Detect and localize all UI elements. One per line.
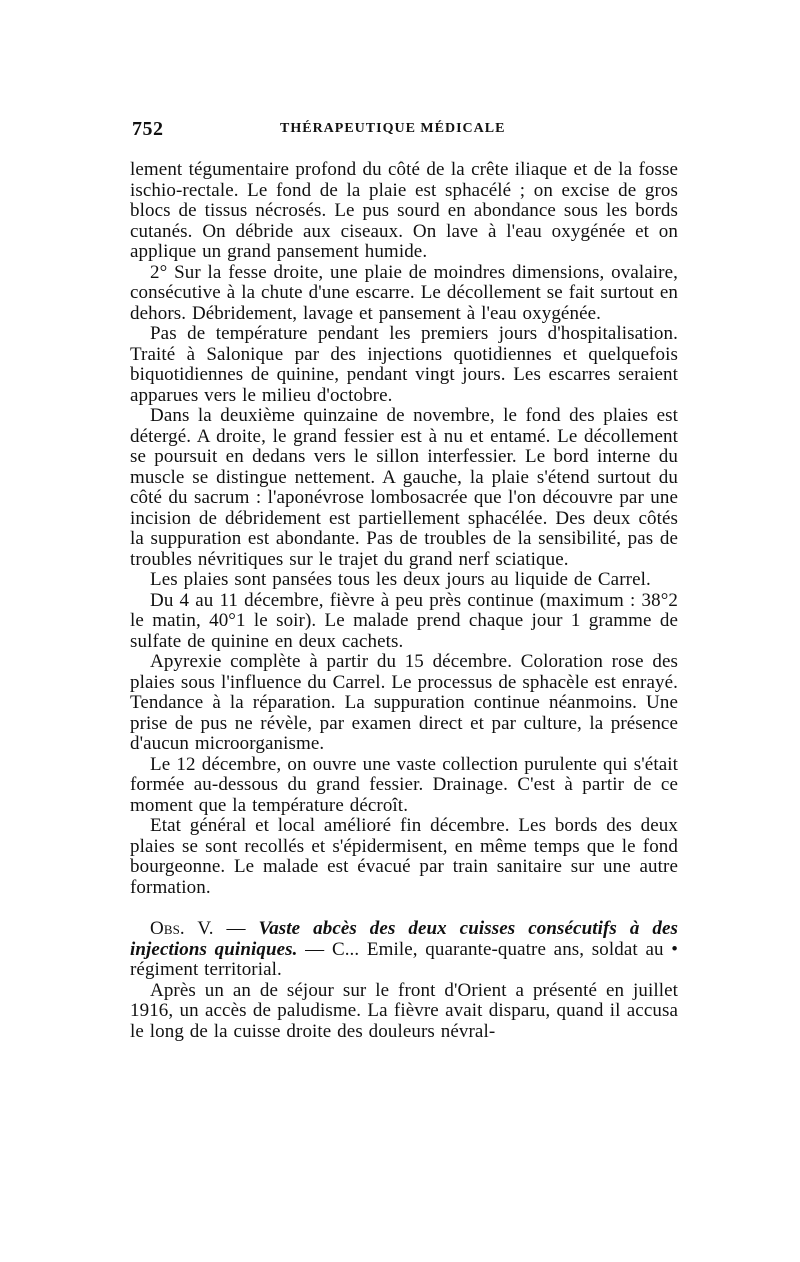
paragraph-right-buttock: 2° Sur la fesse droite, une plaie de moindres dimensions, ovalaire, consécutive à la chute d'une escarre. Le décollement se fait surtout en dehors. Débridement, lavage et pansement à l'eau oxygénée. [130,261,678,324]
paragraph-apyrexia: Apyrexie complète à partir du 15 décembre. Coloration rose des plaies sous l'influence du Carrel. Le processus de sphacèle est enrayé. Tendance à la réparation. La suppuration continue néanmoins. Une prise de pus ne révèle, par examen direct et par culture, la présence d'aucun microorganisme. [130,651,678,754]
observation-label: Obs. V. [150,918,214,939]
observation-dash-second: — [297,938,332,960]
running-title: THÉRAPEUTIQUE MÉDICALE [280,121,506,136]
body-text [130,160,678,1042]
paragraph-fever: Du 4 au 11 décembre, fièvre à peu près continue (maximum : 38°2 le matin, 40°1 le soir). Le malade prend chaque jour 1 gramme de sulfate de quinine en deux cachets. [130,589,678,652]
observation-dash: — [213,918,259,939]
paragraph-general-state: Etat général et local amélioré fin décembre. Les bords des deux plaies se sont recollés et s'épidermisent, en même temps que le fond bourgeonne. Le malade est évacué par train sanitaire sur une autre formation. [130,815,678,898]
running-head [132,118,672,142]
paragraph-dressing: Les plaies sont pansées tous les deux jours au liquide de Carrel. [150,569,651,590]
observation-heading [130,919,678,981]
paragraph-final: Après un an de séjour sur le front d'Orient a présenté en juillet 1916, un accès de paludisme. La fièvre avait disparu, quand il accusa le long de la cuisse droite des douleurs névral- [130,979,678,1042]
observation-title: Vaste abcès des deux cuisses consécutifs à des injections quiniques. [130,918,678,960]
paragraph-november: Dans la deuxième quinzaine de novembre, le fond des plaies est détergé. A droite, le grand fessier est à nu et entamé. Le décollement se poursuit en dedans vers le sillon interfessier. Le bord interne du muscle se distingue nettement. A gauche, la plaie s'étend surtout du côté du sacrum : l'aponévrose lombosacrée que l'on découvre par une incision de débridement est partiellement sphacélée. Des deux côtés la suppuration est abondante. Pas de troubles de la sensibilité, pas de troubles névritiques sur le trajet du grand nerf sciatique. [130,405,678,570]
paragraph-drainage: Le 12 décembre, on ouvre une vaste collection purulente qui s'était formée au-dessous du grand fessier. Drainage. C'est à partir de ce moment que la température décroît. [130,753,678,816]
observation-intro: C... Emile, quarante-quatre ans, soldat au • régiment territorial. [130,938,678,980]
paragraph-continued: lement tégumentaire profond du côté de la crête iliaque et de la fosse ischio-rectale. Le fond de la plaie est sphacélé ; on excise de gros blocs de tissus nécrosés. Le pus sourd en abondance sous les bords cutanés. On débride aux ciseaux. On lave à l'eau oxygénée et on applique un grand pansement humide. [130,159,678,262]
paragraph-temperature: Pas de température pendant les premiers jours d'hospitalisation. Traité à Salonique par des injections quotidiennes et quelquefois biquotidiennes de quinine, pendant vingt jours. Les escarres seraient apparues vers le milieu d'octobre. [130,323,678,406]
page-number: 752 [132,118,164,140]
